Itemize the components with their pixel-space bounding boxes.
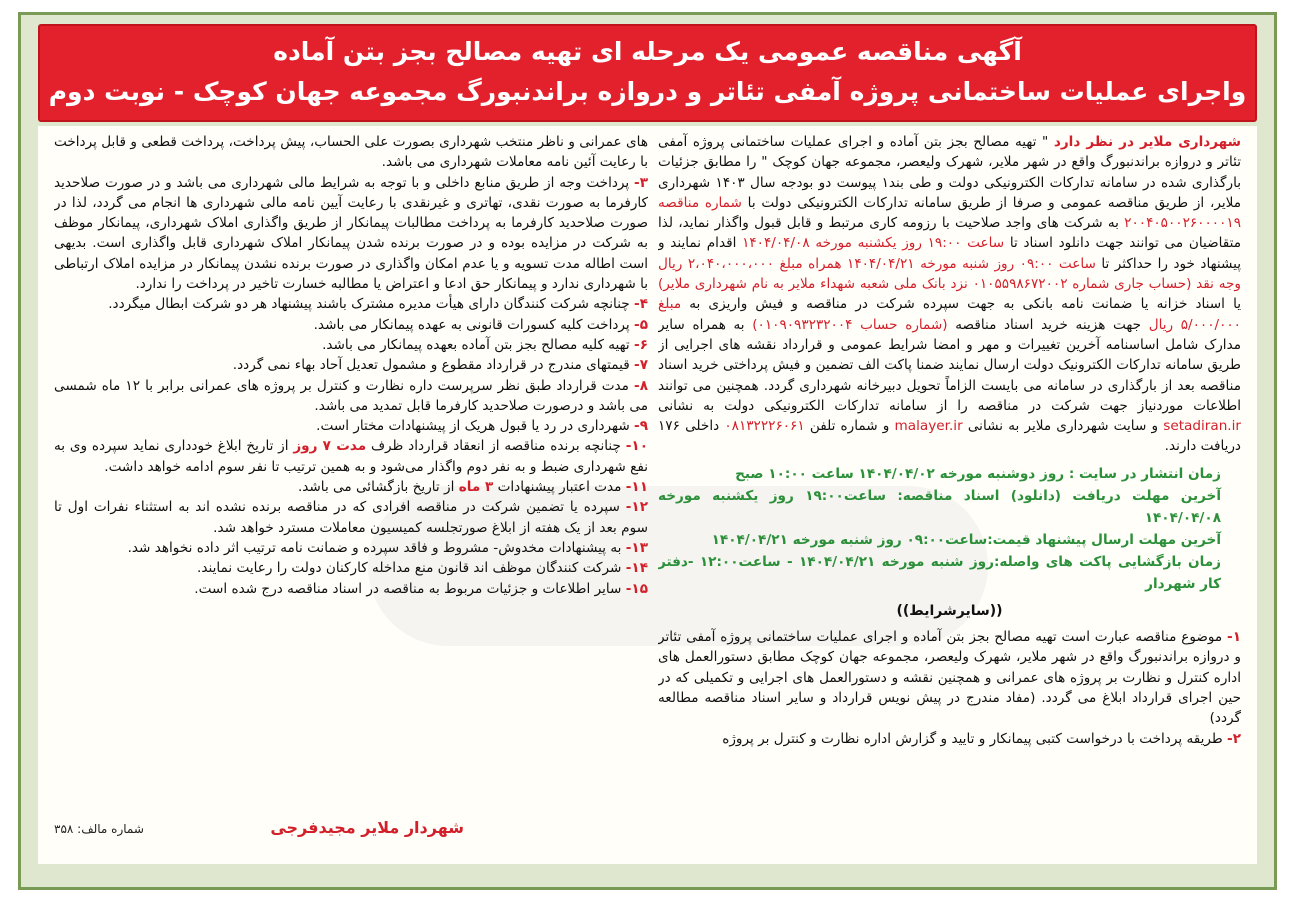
condition-item	[54, 416, 648, 436]
condition-item	[54, 436, 648, 477]
schedule-download: آخرین مهلت دریافت (دانلود) اسناد مناقصه: ساعت۱۹:۰۰ روز یکشنبه مورخه ۱۴۰۴/۰۴/۰۸	[658, 487, 1221, 526]
condition-item	[658, 729, 1241, 749]
mayor-signature: شهردار ملایر مجیدفرجی	[270, 818, 464, 837]
item-text: سایر اطلاعات و جزئیات مربوط به مناقصه در اسناد مناقصه درج شده است.	[194, 580, 626, 597]
item-text: تهیه کلیه مصالح بجز بتن آماده بعهده پیمانکار می باشد.	[322, 336, 635, 353]
condition-item	[54, 579, 648, 599]
intro-text: " تهیه مصالح بجز بتن آماده و اجرای عملیات ساختمانی پروژه آمفی تئاتر و دروازه براندنبورگ واقع در شهر ملایر، شهرک ولیعصر، مجموعه جهان کوچک " را مطابق جزئیات بارگذاری شده در سامانه تدارکات الکترونیکی دولت و طی بند۱ پیوست دو بودجه سال ۱۴۰۳ شهرداری ملایر، از طریق مناقصه عمومی و صرفا از طریق سامانه تدارکات الکترونیکی دولت با	[658, 134, 1241, 211]
item-number: ۵-	[634, 316, 648, 333]
item-text: پرداخت کلیه کسورات قانونی به عهده پیمانکار می باشد.	[313, 316, 635, 333]
item-number: ۱۳-	[625, 539, 648, 556]
condition-item	[54, 315, 648, 335]
item-text: موضوع مناقصه عبارت است تهیه مصالح بجز بتن آماده و اجرای عملیات ساختمانی پروژه آمفی تئاتر و دروازه براندنبورگ واقع در شهر ملایر، شهرک ولیعصر، مجموعه جهان کوچک مطابق دستورالعمل های اداره کنترل و نظارت بر پروژه های عمرانی و همچنین نقشه و دستورالعمل های اجرایی و تکمیلی که در حین اجرای قرارداد ابلاغ می گردد. (مفاد مندرج در پیش نویس قرارداد و سایر اسناد مناقصه مطالعه گردد)	[658, 629, 1241, 727]
item-text: شهرداری در رد یا قبول هریک از پیشنهادات مختار است.	[316, 418, 635, 435]
intro-text: و سایت شهرداری ملایر به نشانی	[962, 418, 1164, 435]
item-text: مدت قرارداد طبق نظر سرپرست داره نظارت و کنترل بر پروژه های عمرانی برابر با ۱۲ ماه شمسی می باشد و درصورت صلاحدید کارفرما قابل تمدید می باشد.	[54, 377, 648, 414]
item-highlight: مدت ۷ روز	[293, 438, 367, 455]
intro-text: جهت هزینه خرید اسناد مناقصه	[947, 316, 1149, 333]
item-number: ۴-	[634, 296, 648, 313]
intro-text: به همراه سایر مدارک شامل اساسنامه آخرین تغییرات و مهر و امضا شرایط عمومی و قرارداد نقشه های اجرایی از طریق سامانه تدارکات الکترونیک دولت ارسال نمایند ضمنا پاکت الف تضمین و فیش پرداختی خرید اسناد مناقصه بعد از بارگذاری در سامانه می بایست الزاماً تحویل دبیرخانه شهرداری گردد. همچنین می توانند اطلاعات موردنیاز جهت شرکت در مناقصه را از سامانه تدارکات الکترونیکی دولت به نشانی	[658, 316, 1241, 414]
intro-lead: شهرداری ملایر در نظر دارد	[1053, 134, 1241, 150]
intro-text: یا اسناد خزانه یا ضمانت نامه بانکی به جهت سپرده شرکت در مناقصه و فیش واریزی به	[681, 296, 1241, 313]
left-column	[54, 132, 648, 599]
condition-item	[54, 294, 648, 314]
right-column	[658, 132, 1241, 749]
fee-amount: مبلغ ۵/۰۰۰/۰۰۰ ریال	[658, 296, 1241, 333]
condition-item	[54, 173, 648, 295]
item-number: ۳-	[634, 174, 648, 191]
item-number: ۲-	[1227, 730, 1241, 747]
intro-paragraph	[658, 132, 1241, 457]
schedule-submit: آخرین مهلت ارسال پیشنهاد قیمت:ساعت۰۹:۰۰ روز شنبه مورخه ۱۴۰۴/۰۴/۲۱	[711, 531, 1221, 548]
condition-item	[54, 497, 648, 538]
item-highlight: ۳ ماه	[458, 479, 494, 496]
item-text: از تاریخ ابلاغ خودداری نماید سپرده وی به نفع شهرداری ضبط و به نفر دوم واگذار می‌شود و به همین ترتیب تا نفر سوم ادامه خواهد داشت.	[54, 438, 648, 475]
intro-text: داخلی ۱۷۶ دریافت دارند.	[658, 418, 1241, 455]
item-text: شرکت کنندگان موظف اند قانون منع مداخله کارکنان دولت را رعایت نمایند.	[197, 560, 626, 577]
download-deadline: ساعت ۱۹:۰۰ روز یکشنبه مورخه ۱۴۰۴/۰۴/۰۸	[742, 235, 1005, 252]
conditions-title: ((سایرشرایط))	[896, 602, 1003, 619]
fee-account: (شماره حساب ۰۱۰۹۰۹۳۲۳۲۰۰۴)	[752, 316, 948, 333]
item-number: ۶-	[634, 336, 648, 353]
item-number: ۱-	[1227, 629, 1241, 646]
item-number: ۱۵-	[625, 580, 648, 597]
item-text: از تاریخ بازگشائی می باشد.	[297, 479, 459, 496]
condition-item	[54, 335, 648, 355]
item-text: مدت اعتبار پیشنهادات	[493, 479, 626, 496]
ad-footer	[54, 810, 614, 850]
submit-deadline: ساعت ۰۹:۰۰ روز شنبه مورخه ۱۴۰۴/۰۴/۲۱ همراه مبلغ ۲،۰۴۰،۰۰۰،۰۰۰ ریال وجه نقد (حساب جاری شماره ۰۱۰۵۵۹۸۶۷۲۰۰۲ نزد بانک ملی شعبه شهداء ملایر به نام شهرداری ملایر)	[658, 255, 1241, 293]
item-text: قیمتهای مندرج در قرارداد مقطوع و مشمول تعدیل آحاد بهاء نمی گردد.	[232, 357, 635, 374]
schedule-publish: زمان انتشار در سایت : روز دوشنبه مورخه ۱۴۰۴/۰۴/۰۲ ساعت ۱۰:۰۰ صبح	[735, 465, 1221, 482]
intro-text: و شماره تلفن	[804, 418, 895, 435]
condition-item	[54, 355, 648, 375]
item-number: ۹-	[634, 418, 648, 435]
item-text: چنانچه شرکت کنندگان دارای هیأت مدیره مشترک باشند پیشنهاد هر دو شرکت ابطال میگردد.	[108, 296, 635, 313]
schedule-opening: زمان بازگشایی پاکت های واصله:روز شنبه مورخه ۱۴۰۴/۰۴/۲۱ - ساعت۱۲:۰۰ -دفتر کار شهردار	[658, 553, 1221, 592]
intro-text: اقدام نمایند و پیشنهاد خود را حداکثر تا	[658, 235, 1241, 272]
ad-body	[38, 126, 1257, 864]
tender-number: شماره مناقصه ۲۰۰۴۰۵۰۰۲۶۰۰۰۰۱۹	[658, 194, 1241, 232]
ad-header	[38, 24, 1257, 122]
ad-title-line1: آگهی مناقصه عمومی یک مرحله ای تهیه مصالح بجز بتن آماده	[273, 37, 1022, 66]
ad-number: شماره مالف: ۳۵۸	[54, 822, 144, 836]
item-number: ۱۲-	[625, 499, 648, 516]
condition-item	[54, 538, 648, 558]
condition-item	[54, 558, 648, 578]
condition-item	[54, 376, 648, 417]
item-number: ۱۱-	[625, 479, 648, 496]
phone-number: ۰۸۱۳۲۲۲۶۰۶۱	[724, 418, 805, 435]
setadiran-link[interactable]: setadiran.ir	[1163, 418, 1241, 435]
item-number: ۷-	[634, 357, 648, 374]
item-number: ۸-	[634, 377, 648, 394]
item-text: چنانچه برنده مناقصه از انعقاد قرارداد ظرف	[366, 438, 626, 455]
item-text: به پیشنهادات مخدوش- مشروط و فاقد سپرده و ضمانت نامه ترتیب اثر داده نخواهد شد.	[127, 539, 626, 556]
malayer-link[interactable]: malayer.ir	[894, 418, 963, 435]
item-text: طریقه پرداخت با درخواست کتبی پیمانکار و تایید و گزارش اداره نظارت و کنترل بر پروژه	[722, 730, 1228, 747]
item-text: سپرده یا تضمین شرکت در مناقصه افرادی که در مناقصه برنده نشده اند به استثناء نفرات اول تا سوم بعد از یک هفته از ابلاغ صورتجلسه کمیسیون معاملات مسترد خواهد شد.	[54, 499, 648, 536]
condition-item	[658, 627, 1241, 728]
schedule-block	[658, 463, 1241, 595]
item-text: پرداخت وجه از طریق منابع داخلی و با توجه به شرایط مالی شهرداری می باشد و در صورت صلاحدید کارفرما به صورت نقدی، تهاتری و غیرنقدی با رعایت آیین نامه مالی شهرداری ها انجام می گردد، لذا در صورت صلاحدید کارفرما به پرداخت مطالبات پیمانکار از طریق واگذاری املاک شهرداری، پیمانکار موظف به شرکت در مزایده بوده و در صورت برنده شدن پیمانکار املاک شهرداری قابل واگذاری است. بدیهی است اطاله مدت تسویه و یا عدم امکان واگذاری در صورت برنده نشدن پیمانکار در مزایده املاک ارتباطی با شهرداری ندارد و پیمانکار حق ادعا و اعتراض یا مطالبه خسارت تاخیر در پرداخت را ندارد.	[54, 174, 648, 293]
intro-text: به شرکت های واجد صلاحیت با رزومه کاری مرتبط و قابل قبول واگذار نماید، لذا متقاضیان می توانند جهت دانلود اسناد تا	[658, 215, 1241, 252]
condition-item	[54, 477, 648, 497]
item2-continuation: های عمرانی و ناظر منتخب شهرداری بصورت علی الحساب، پیش پرداخت، پرداخت قطعی و قابل پرداخت با رعایت آئین نامه معاملات شهرداری می باشد.	[54, 134, 648, 171]
ad-title-line2: واجرای عملیات ساختمانی پروژه آمفی تئاتر و دروازه براندنبورگ مجموعه جهان کوچک - نوبت دوم	[48, 77, 1247, 106]
item-number: ۱۴-	[625, 560, 648, 577]
item-number: ۱۰-	[625, 438, 648, 455]
